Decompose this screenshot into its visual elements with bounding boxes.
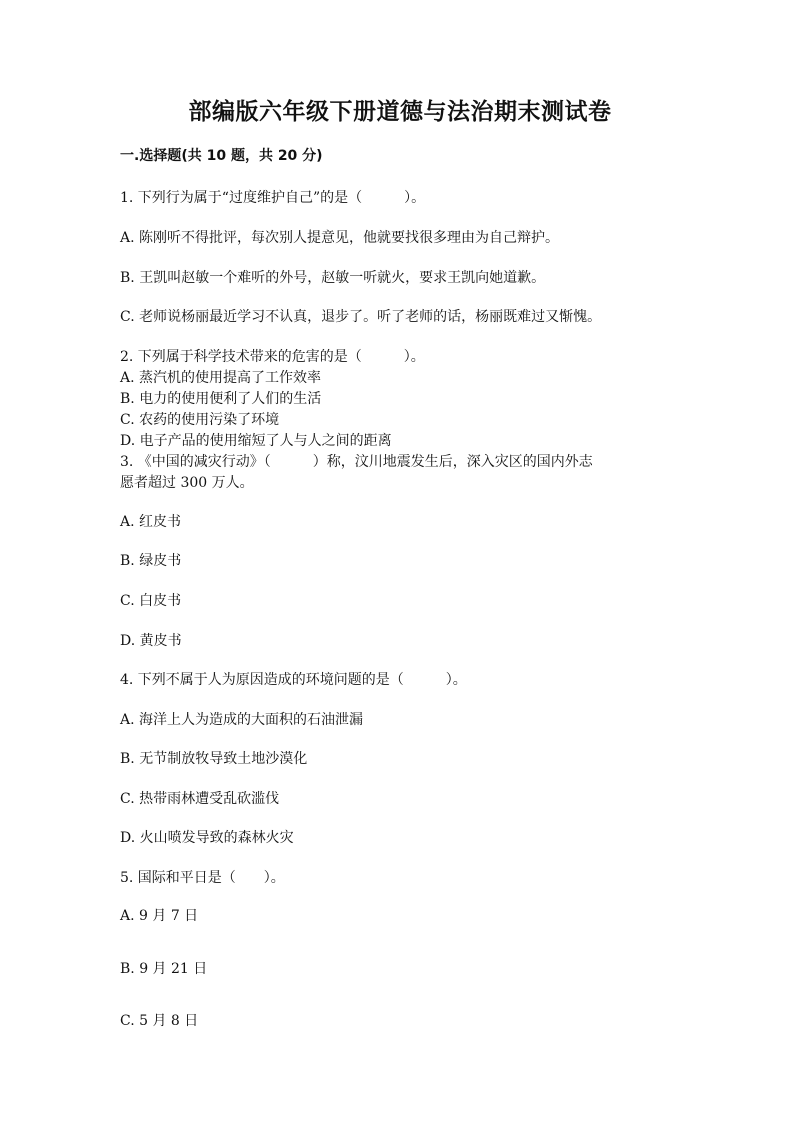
section-heading: 一.选择题(共 10 题，共 20 分) (120, 148, 323, 164)
question-4-stem: 4. 下列不属于人为原因造成的环境问题的是（ ）。 (120, 672, 467, 688)
question-3-option-b: B. 绿皮书 (120, 553, 182, 569)
question-2-option-b: B. 电力的使用便利了人们的生活 (120, 391, 322, 407)
question-5-option-a: A. 9 月 7 日 (120, 908, 199, 924)
question-1-option-a: A. 陈刚听不得批评，每次别人提意见，他就要找很多理由为自己辩护。 (120, 230, 560, 246)
question-3-stem-line-2: 愿者超过 300 万人。 (120, 475, 254, 491)
question-4-option-d: D. 火山喷发导致的森林火灾 (120, 830, 294, 846)
question-2-option-c: C. 农药的使用污染了环境 (120, 412, 280, 428)
question-4-option-c: C. 热带雨林遭受乱砍滥伐 (120, 791, 280, 807)
question-1-option-c: C. 老师说杨丽最近学习不认真，退步了。听了老师的话，杨丽既难过又惭愧。 (120, 309, 602, 325)
question-1-option-b: B. 王凯叫赵敏一个难听的外号，赵敏一听就火，要求王凯向她道歉。 (120, 270, 546, 286)
question-3-stem-line-1: 3. 《中国的减灾行动》（ ）称，汶川地震发生后，深入灾区的国内外志 (120, 454, 593, 470)
page-title: 部编版六年级下册道德与法治期末测试卷 (188, 99, 612, 125)
question-5-option-c: C. 5 月 8 日 (120, 1013, 199, 1029)
question-4-option-a: A. 海洋上人为造成的大面积的石油泄漏 (120, 712, 364, 728)
question-5-option-b: B. 9 月 21 日 (120, 961, 208, 977)
question-3-option-d: D. 黄皮书 (120, 633, 182, 649)
question-3-option-a: A. 红皮书 (120, 514, 182, 530)
question-5-stem: 5. 国际和平日是（ ）。 (120, 870, 285, 886)
question-3-option-c: C. 白皮书 (120, 593, 182, 609)
question-4-option-b: B. 无节制放牧导致土地沙漠化 (120, 751, 308, 767)
question-2-option-d: D. 电子产品的使用缩短了人与人之间的距离 (120, 433, 392, 449)
question-2-option-a: A. 蒸汽机的使用提高了工作效率 (120, 370, 322, 386)
question-1-stem: 1. 下列行为属于“过度维护自己”的是（ ）。 (120, 190, 426, 206)
question-2-stem: 2. 下列属于科学技术带来的危害的是（ ）。 (120, 349, 425, 365)
